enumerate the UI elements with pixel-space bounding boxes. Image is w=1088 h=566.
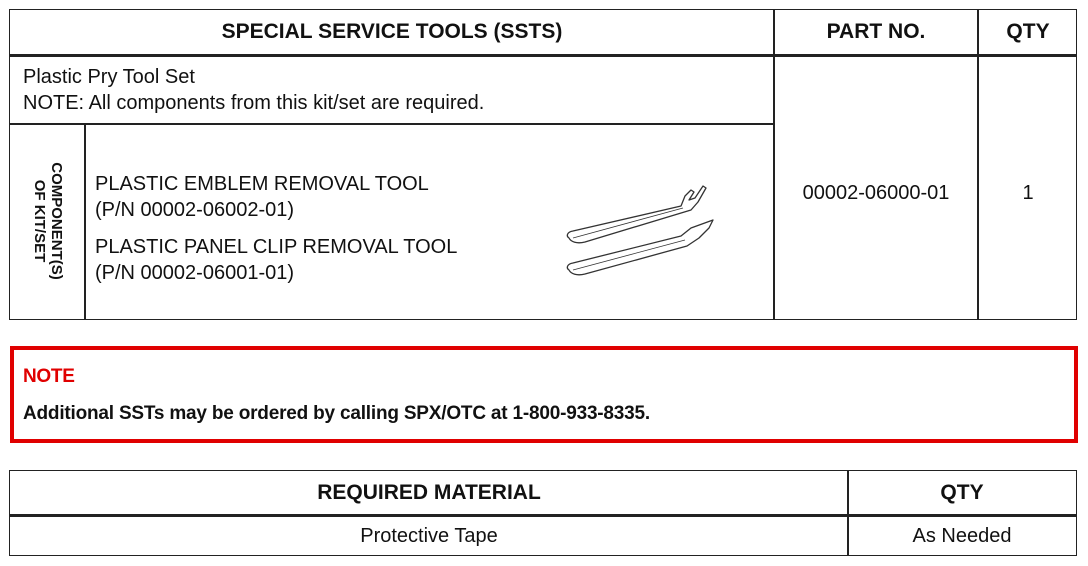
kit-name: Plastic Pry Tool Set <box>23 66 195 88</box>
sst-quantity: 1 <box>1022 181 1034 204</box>
component-part-number: (P/N 00002-06001-01) <box>95 262 295 284</box>
material-header: REQUIRED MATERIAL <box>317 480 541 504</box>
material-qty-header: QTY <box>940 480 984 504</box>
sst-header-qty: QTY <box>1006 20 1050 43</box>
note-title: NOTE <box>23 366 75 387</box>
note-text: Additional SSTs may be ordered by calling SPX/OTC at 1-800-933-8335. <box>23 403 650 424</box>
special-service-tools-table <box>9 9 1077 320</box>
components-of-kit-label <box>10 123 85 319</box>
material-name: Protective Tape <box>360 524 498 547</box>
sst-part-number: 00002-06000-01 <box>802 181 950 204</box>
sst-header-tools: SPECIAL SERVICE TOOLS (SSTS) <box>221 20 563 43</box>
kit-description <box>23 64 484 116</box>
required-material-table <box>9 470 1077 556</box>
component-item <box>95 171 429 223</box>
note-callout <box>10 346 1078 443</box>
component-item <box>95 234 457 286</box>
material-quantity: As Needed <box>912 524 1012 547</box>
sst-header-row <box>10 10 1076 57</box>
component-name: PLASTIC PANEL CLIP REMOVAL TOOL <box>95 236 458 258</box>
kit-note: NOTE: All components from this kit/set are required. <box>23 92 485 114</box>
components-label-line2: OF KIT/SET <box>30 179 48 263</box>
sst-header-part-no: PART NO. <box>826 20 926 43</box>
component-part-number: (P/N 00002-06002-01) <box>95 199 295 221</box>
components-label-line1: COMPONENT(S) <box>47 162 65 280</box>
component-name: PLASTIC EMBLEM REMOVAL TOOL <box>95 173 429 195</box>
pry-tools-illustration-icon <box>563 176 723 286</box>
divider <box>10 123 774 125</box>
